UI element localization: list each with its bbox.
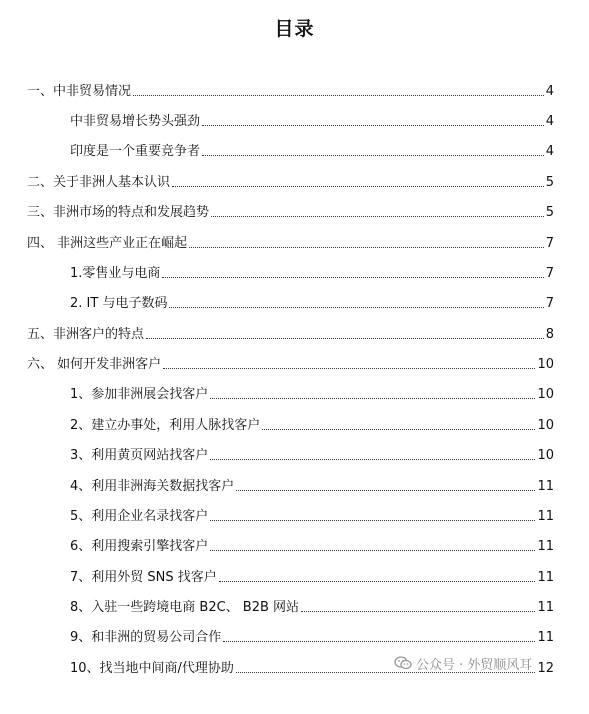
toc-entry-label: 1.零售业与电商: [70, 266, 161, 281]
toc-entry-label: 二、关于非洲人基本认识: [27, 175, 171, 190]
toc-entry-label: 4、利用非洲海关数据找客户: [70, 479, 235, 494]
dot-leader: [172, 186, 544, 187]
toc-entry[interactable]: [70, 475, 554, 495]
dot-leader: [210, 550, 535, 551]
toc-entry-label: 三、非洲市场的特点和发展趋势: [27, 205, 210, 220]
toc-entry-page-number: 5: [545, 175, 554, 190]
dot-leader: [202, 155, 544, 156]
toc-entry[interactable]: [70, 444, 554, 464]
toc-entry-page-number: 4: [545, 114, 554, 129]
dot-leader: [301, 611, 535, 612]
toc-entry-page-number: 4: [545, 84, 554, 99]
toc-entry-label: 一、中非贸易情况: [27, 84, 132, 99]
toc-entry[interactable]: [70, 414, 554, 434]
wechat-icon: [394, 656, 412, 670]
toc-entry-label: 2. IT 与电子数码: [70, 296, 168, 311]
watermark: [394, 652, 532, 674]
dot-leader: [163, 368, 535, 369]
toc-entry-label: 6、利用搜索引擎找客户: [70, 539, 209, 554]
toc-entry-page-number: 11: [537, 509, 554, 524]
toc-entry-label: 印度是一个重要竞争者: [70, 144, 201, 159]
dot-leader: [219, 581, 536, 582]
toc-entry-label: 2、建立办事处，利用人脉找客户: [70, 418, 261, 433]
toc-entry[interactable]: [27, 80, 554, 100]
dot-leader: [236, 490, 535, 491]
toc-entry[interactable]: [70, 292, 554, 312]
toc-entry-page-number: 10: [537, 448, 554, 463]
toc-entry[interactable]: [27, 232, 554, 252]
dot-leader: [146, 338, 544, 339]
toc-entry[interactable]: [70, 505, 554, 525]
toc-entry-page-number: 8: [545, 327, 554, 342]
toc-entry-page-number: 7: [545, 266, 554, 281]
toc-entry-label: 中非贸易增长势头强劲: [70, 114, 201, 129]
toc-entry[interactable]: [70, 566, 554, 586]
toc-entry-page-number: 11: [537, 479, 554, 494]
toc-entry-page-number: 7: [545, 296, 554, 311]
dot-leader: [210, 459, 535, 460]
watermark-text: 公众号 · 外贸顺风耳: [416, 657, 533, 673]
toc-entry-page-number: 5: [545, 205, 554, 220]
toc-entry-label: 3、利用黄页网站找客户: [70, 448, 209, 463]
toc-entry[interactable]: [70, 383, 554, 403]
dot-leader: [169, 307, 543, 308]
dot-leader: [133, 95, 544, 96]
dot-leader: [202, 125, 544, 126]
toc-entry-page-number: 4: [545, 144, 554, 159]
toc-entry[interactable]: [70, 262, 554, 282]
toc-entry-page-number: 11: [537, 570, 554, 585]
toc-entry-page-number: 12: [537, 661, 554, 676]
dot-leader: [189, 247, 544, 248]
dot-leader: [223, 641, 535, 642]
toc-entry-label: 5、利用企业名录找客户: [70, 509, 209, 524]
toc-entry[interactable]: [70, 596, 554, 616]
toc-entry[interactable]: [70, 535, 554, 555]
toc-entry[interactable]: [27, 323, 554, 343]
toc-entry-label: 六、 如何开发非洲客户: [27, 357, 162, 372]
toc-entry-page-number: 7: [545, 236, 554, 251]
toc-entry-label: 五、非洲客户的特点: [27, 327, 145, 342]
dot-leader: [162, 277, 543, 278]
toc-entry-page-number: 10: [537, 387, 554, 402]
toc-entry-page-number: 11: [537, 539, 554, 554]
toc-entry-page-number: 10: [537, 418, 554, 433]
toc-entry-label: 1、参加非洲展会找客户: [70, 387, 209, 402]
page-title: 目录: [274, 18, 315, 40]
toc-entry-label: 四、 非洲这些产业正在崛起: [27, 236, 188, 251]
dot-leader: [211, 216, 544, 217]
toc-entry-page-number: 11: [537, 600, 554, 615]
toc-entry-label: 7、利用外贸 SNS 找客户: [70, 570, 217, 585]
toc-entry[interactable]: [27, 353, 554, 373]
toc-entry[interactable]: [70, 140, 554, 160]
toc-entry[interactable]: [70, 110, 554, 130]
dot-leader: [210, 520, 535, 521]
toc-entry[interactable]: [27, 201, 554, 221]
toc-entry[interactable]: [70, 626, 554, 646]
dot-leader: [262, 429, 535, 430]
toc-entry-page-number: 11: [537, 630, 554, 645]
toc-entry-label: 10、找当地中间商/代理协助: [70, 661, 234, 676]
toc-entry-page-number: 10: [537, 357, 554, 372]
dot-leader: [210, 398, 535, 399]
toc-entry-label: 8、入驻一些跨境电商 B2C、 B2B 网站: [70, 600, 300, 615]
toc-entry-label: 9、和非洲的贸易公司合作: [70, 630, 222, 645]
toc-entry[interactable]: [27, 171, 554, 191]
